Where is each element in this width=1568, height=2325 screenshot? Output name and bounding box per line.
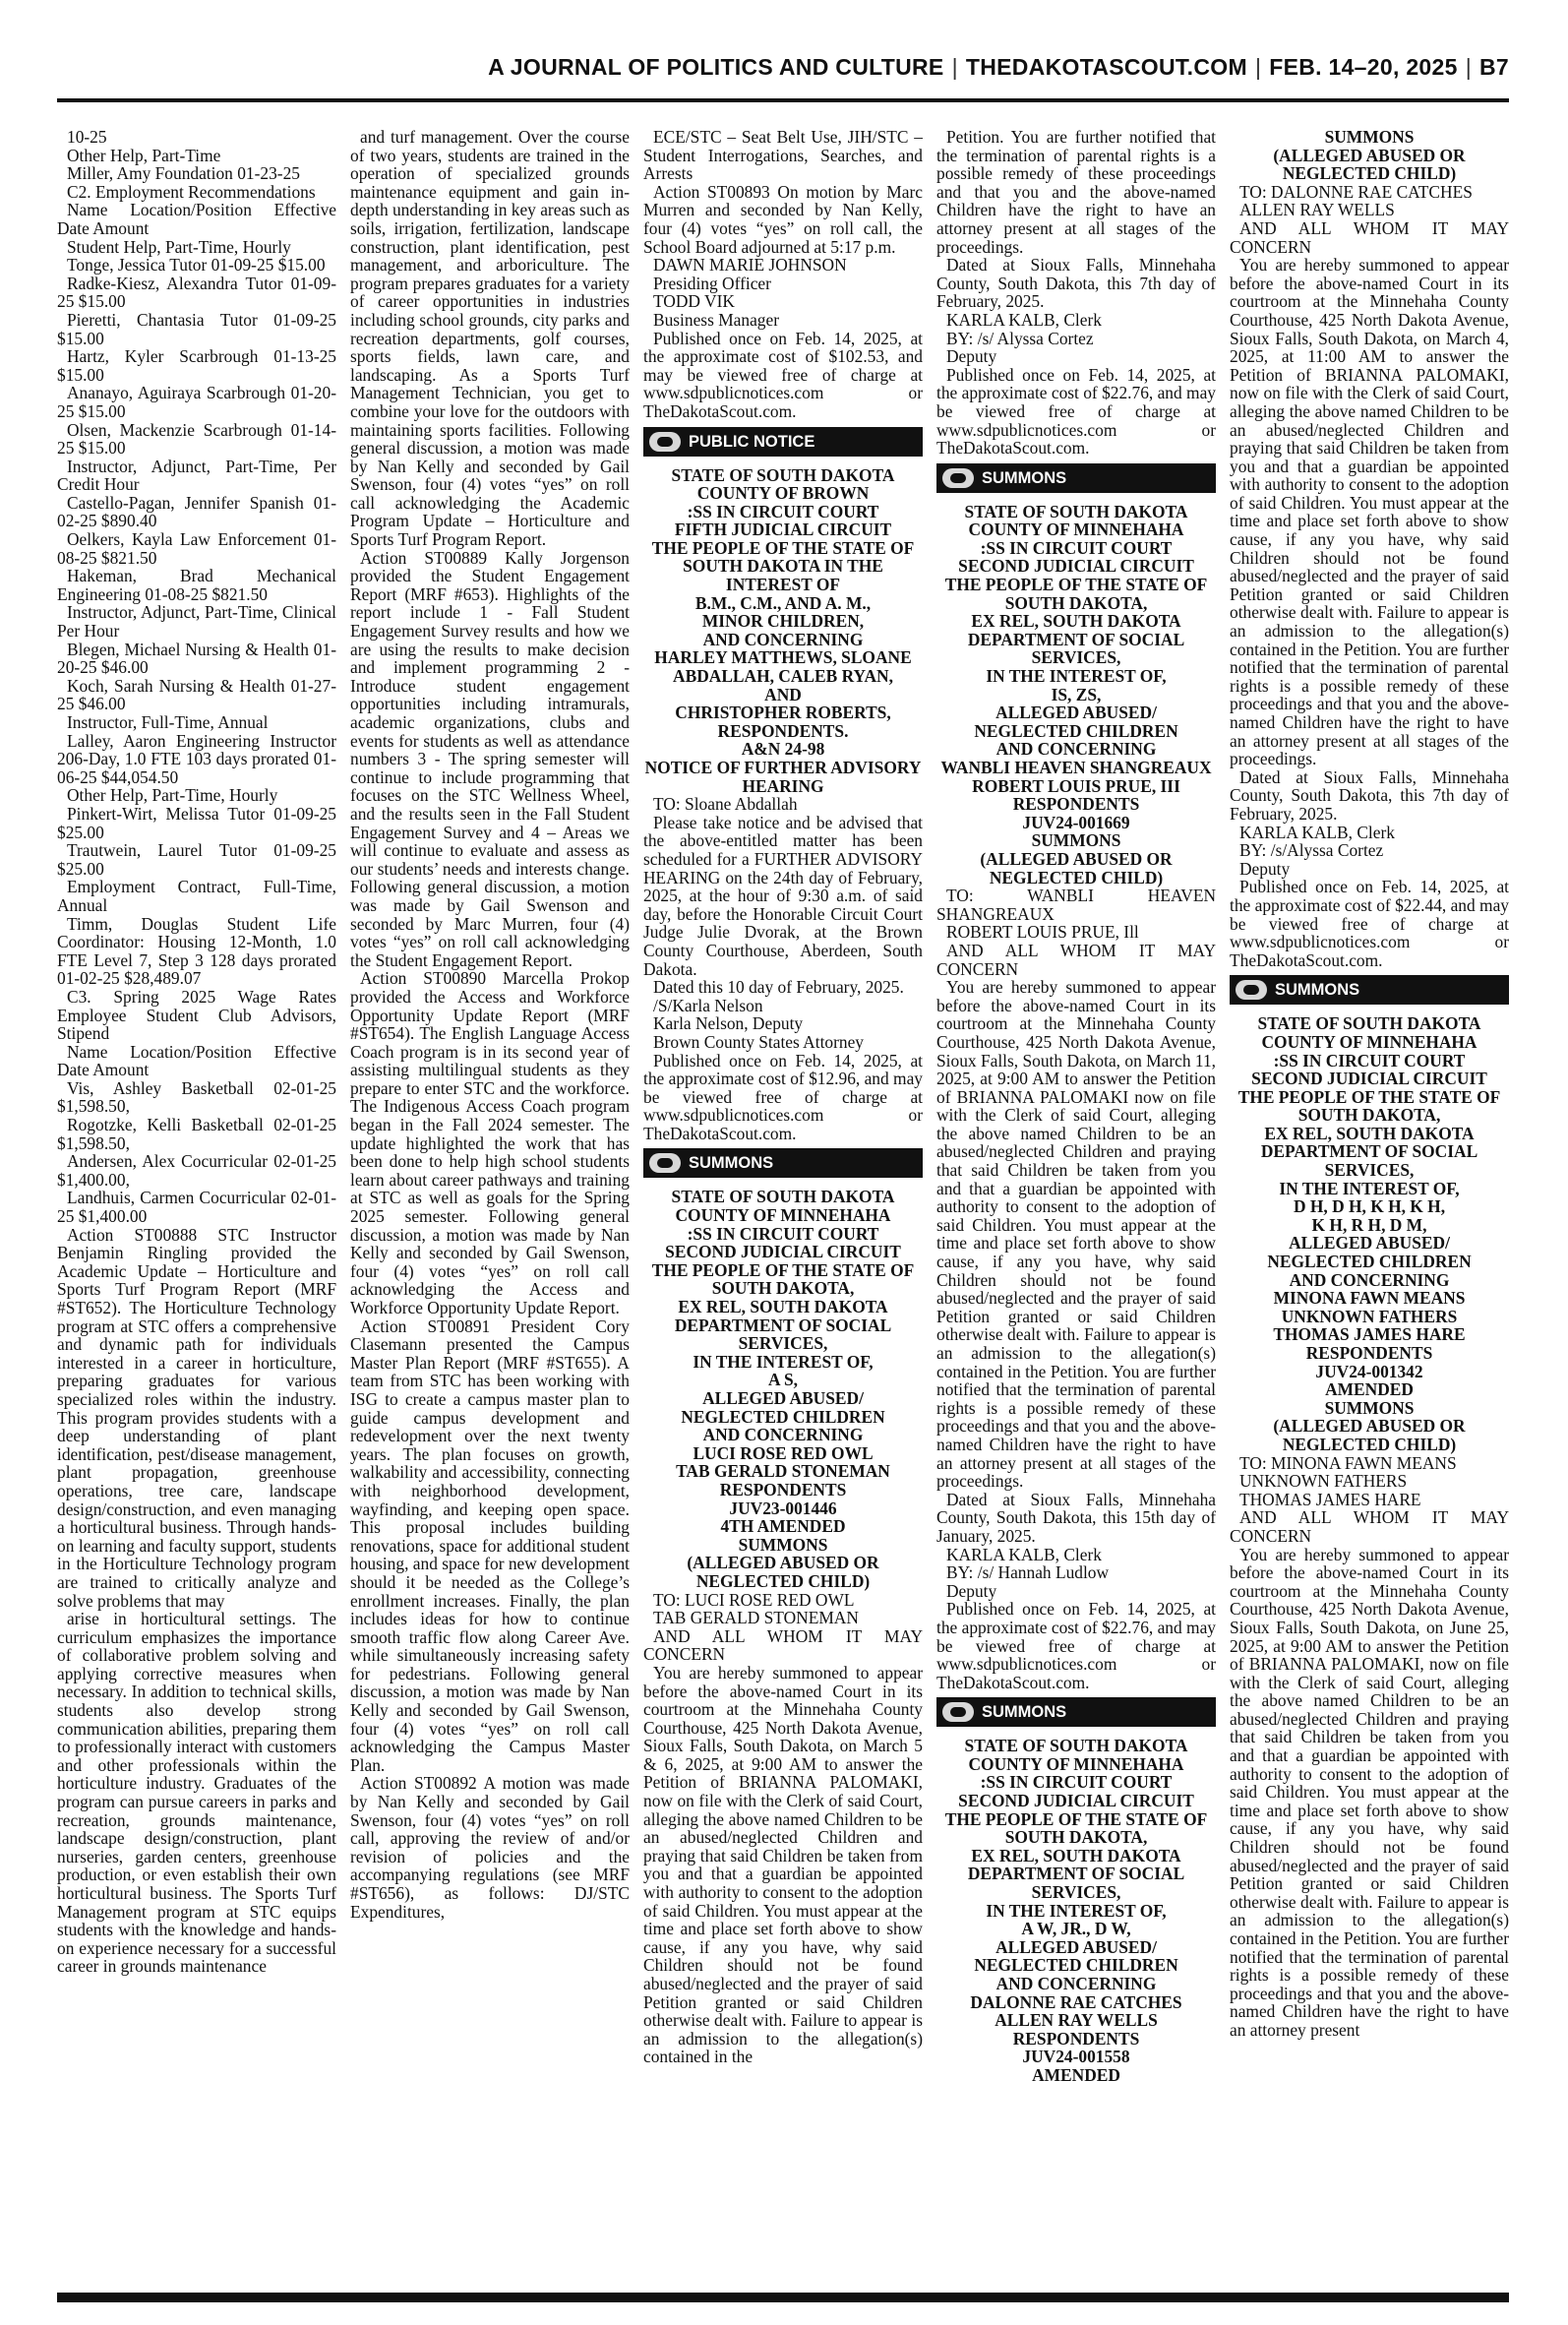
journal-tagline: A JOURNAL OF POLITICS AND CULTURE	[488, 54, 944, 80]
paragraph: KARLA KALB, Clerk	[946, 1544, 1102, 1564]
caption-line: EX REL, SOUTH DAKOTA DEPARTMENT OF SOCIAL SERVICES,	[967, 611, 1185, 668]
paragraph: Name Location/Position Effective Date Amount	[57, 200, 336, 238]
caption-line: ALLEN RAY WELLS	[995, 2010, 1158, 2031]
caption-line: :SS IN CIRCUIT COURT	[980, 537, 1173, 558]
paragraph: and turf management. Over the course of two years, students are trained in the operation of specialized grounds maintenance equipment and gain in-depth understanding in key areas such as soils, irrigation, fertilization, landscape construction, plant identification, pest management, and arboriculture. The program prepares graduates for a variety of career opportunities in industries including school grounds, city parks and recreation departments, golf courses, sports fields, lawn care, and landscaping. As a Sports Turf Management Technician, you get to combine your love for the outdoors with maintaining sports facilities. Following general discussion, a motion was made by Nan Kelly and seconded by Gail Swenson, four (4) votes “yes” on roll call acknowledging the Academic Program Update – Horticulture and Sports Turf Program Report.	[350, 128, 630, 550]
header-rule	[57, 98, 1509, 102]
caption-line: NOTICE OF FURTHER ADVISORY HEARING	[644, 758, 922, 796]
caption-line: SECOND JUDICIAL CIRCUIT	[958, 1791, 1194, 1811]
caption-line: RESPONDENTS.	[717, 720, 849, 741]
paragraph: Trautwein, Laurel Tutor 01-09-25 $25.00	[57, 840, 336, 879]
caption-line: NEGLECTED CHILDREN	[974, 1955, 1178, 1976]
caption-line: AND CONCERNING	[702, 1425, 864, 1445]
caption-line: :SS IN CIRCUIT COURT	[687, 501, 879, 521]
header-separator: |	[1465, 54, 1472, 80]
paragraph: Published once on Feb. 14, 2025, at the approximate cost of $22.76, and may be viewed free of charge at www.sdpublicnotices.com or TheDakotaScout.com.	[936, 364, 1216, 459]
paragraph: Other Help, Part-Time	[67, 145, 221, 165]
caption-line: SUMMONS	[738, 1534, 828, 1555]
caption-line: COUNTY OF MINNEHAHA	[1261, 1031, 1478, 1052]
caption-line: RESPONDENTS	[719, 1479, 847, 1499]
caption-line: :SS IN CIRCUIT COURT	[687, 1223, 879, 1244]
caption-line: MINOR CHILDREN,	[701, 611, 865, 632]
scout-logo-icon	[649, 432, 681, 452]
caption-line: COUNTY OF MINNEHAHA	[968, 1753, 1184, 1774]
caption-line: K H, R H, D M,	[1311, 1214, 1427, 1235]
paragraph: AND ALL WHOM IT MAY CONCERN	[643, 1625, 923, 1665]
caption-line: THE PEOPLE OF THE STATE OF SOUTH DAKOTA,	[944, 1808, 1208, 1848]
notice-header	[643, 1148, 923, 1178]
paragraph: Published once on Feb. 14, 2025, at the approximate cost of $22.76, and may be viewed free of charge at www.sdpublicnotices.com or TheDakotaScout.com.	[936, 1599, 1216, 1692]
paragraph: You are hereby summoned to appear before the above-named Court in its courtroom at the Minnehaha County Courthouse, 425 North Dakota Avenue, Sioux Falls, South Dakota, on March 11, 2025, at 9:00 AM to answer the Petition of BRIANNA PALOMAKI now on file with the Clerk of said Court, alleging the above named Children to be an abused/neglected Children and praying that said Children be taken from you and that a guardian be appointed with authority to consent to the adoption of said Children. You must appear at the time and place set forth above to show cause, if any you have, why said Children should not be found abused/neglected and the prayer of said Petition granted or said Children otherwise dealt with. Failure to appear is an admission to the allegation(s) contained in the Petition. You are further notified that the termination of parental rights is a possible remedy of these proceedings and that you and the above-named Children have the right to have an attorney present at all stages of the proceedings.	[936, 977, 1216, 1492]
paragraph: Radke-Kiesz, Alexandra Tutor 01-09-25 $15.00	[57, 273, 336, 312]
caption-line: JUV23-001446	[729, 1498, 837, 1518]
caption-line: JUV24-001558	[1022, 2047, 1130, 2067]
paragraph: UNKNOWN FATHERS	[1239, 1471, 1408, 1492]
caption-line: (ALLEGED ABUSED OR NEGLECTED CHILD)	[980, 848, 1173, 887]
paragraph: Petition. You are further notified that the termination of parental rights is a possible remedy of these proceedings and that you and the above-named Children have the right to have an attorney present at all stages of the proceedings.	[936, 128, 1216, 257]
caption-line: UNKNOWN FATHERS	[1281, 1306, 1458, 1326]
caption-line: 4TH AMENDED	[720, 1516, 846, 1537]
paragraph: You are hereby summoned to appear before the above-named Court in its courtroom at the Minnehaha County Courthouse, 425 North Dakota Avenue, Sioux Falls, South Dakota, on March 4, 2025, at 11:00 AM to answer the Petition of BRIANNA PALOMAKI, now on file with the Clerk of said Court, alleging the above named Children to be an abused/neglected Children and praying that said Children be taken from you and that a guardian be appointed with authority to consent to the adoption of said Children. You must appear at the time and place set forth above to show cause, if any you have, why said Children should not be found abused/neglected and the prayer of said Petition granted or said Children otherwise dealt with. Failure to appear is an admission to the allegation(s) contained in the Petition. You are further notified that the termination of parental rights is a possible remedy of these proceedings and that you and the above-named Children have the right to have an attorney present at all stages of the proceedings.	[1230, 255, 1509, 769]
paragraph: TO: LUCI ROSE RED OWL	[653, 1589, 855, 1610]
header-separator: |	[951, 54, 958, 80]
caption-line: JUV24-001342	[1315, 1361, 1423, 1381]
paragraph: Blegen, Michael Nursing & Health 01-20-25 $46.00	[57, 639, 336, 678]
paragraph: Deputy	[946, 1580, 997, 1601]
paragraph: Deputy	[946, 346, 997, 367]
caption-line: RESPONDENTS	[1012, 2028, 1140, 2049]
paragraph: Deputy	[1239, 858, 1291, 879]
paragraph: Koch, Sarah Nursing & Health 01-27-25 $46.00	[57, 675, 336, 714]
paragraph: Instructor, Full-Time, Annual	[67, 712, 269, 732]
paragraph: KARLA KALB, Clerk	[946, 309, 1102, 330]
paragraph: Miller, Amy Foundation 01-23-25	[67, 163, 300, 184]
paragraph: Instructor, Adjunct, Part-Time, Clinical Per Hour	[57, 602, 336, 642]
paragraph: Action ST00890 Marcella Prokop provided the Access and Workforce Opportunity Update Report (MRF #ST654). The English Language Access Coach program is in its second year of assisting multilingual students as they prepare to enter STC and the workforce. The Indigenous Access Coach program began in the Fall 2024 semester. The update highlighted the work that has been done to help high school students learn about career pathways and training at STC as well as goals for the Spring 2025 semester. Following general discussion, a motion was made by Nan Kelly and seconded by Gail Swenson, four (4) votes “yes” on roll call acknowledging the Access and Workforce Opportunity Update Report.	[350, 968, 630, 1317]
caption-line: ALLEGED ABUSED/	[995, 703, 1157, 723]
caption-line: STATE OF SOUTH DAKOTA	[671, 1187, 895, 1207]
paragraph: BY: /s/ Alyssa Cortez	[946, 328, 1094, 348]
caption-line: (ALLEGED ABUSED OR NEGLECTED CHILD)	[1273, 1416, 1466, 1454]
page-number: B7	[1478, 54, 1509, 80]
paragraph: Action ST00889 Kally Jorgenson provided the Student Engagement Report (MRF #653). Highlights of the report include 1 - Fall Student Engagement Survey results and how we are using the results to make decision and implement programming 2 - Introduce student engagement opportunities including intramurals, academic organizations, clubs and events for students as well as attendance numbers 3 - The spring semester will continue to include programming that focuses on the STC Wellness Wheel, and the results seen in the Fall Student Engagement Survey and 4 – Areas we will continue to evaluate and assess as our students’ needs and interests change. Following general discussion, a motion was made by Gail Swenson and seconded by Marc Murren, four (4) votes “yes” on roll call acknowledging the Student Engagement Report.	[350, 547, 630, 970]
caption-line: (ALLEGED ABUSED OR NEGLECTED CHILD)	[687, 1553, 879, 1591]
caption-line: EX REL, SOUTH DAKOTA DEPARTMENT OF SOCIAL SERVICES,	[1260, 1123, 1478, 1181]
paragraph: AND ALL WHOM IT MAY CONCERN	[1230, 217, 1509, 257]
caption-line: SECOND JUDICIAL CIRCUIT	[1251, 1069, 1487, 1089]
caption-line: ALLEGED ABUSED/	[702, 1388, 864, 1408]
paragraph: Presiding Officer	[653, 273, 771, 293]
paragraph: Andersen, Alex Cocurricular 02-01-25 $1,400.00,	[57, 1151, 336, 1190]
caption-line: DALONNE RAE CATCHES	[970, 1991, 1182, 2012]
caption-line: LUCI ROSE RED OWL	[693, 1442, 874, 1463]
paragraph: Business Manager	[653, 309, 779, 330]
caption-line: AND	[764, 684, 802, 704]
scout-logo-icon	[942, 1702, 974, 1722]
notice-header-label: SUMMONS	[982, 1703, 1067, 1722]
paragraph: Dated at Sioux Falls, Minnehaha County, South Dakota, this 7th day of February, 2025.	[936, 255, 1216, 312]
caption-line: EX REL, SOUTH DAKOTA DEPARTMENT OF SOCIAL SERVICES,	[674, 1297, 892, 1354]
caption-line: ROBERT LOUIS PRUE, III	[972, 775, 1180, 796]
caption-line: IN THE INTEREST OF,	[986, 666, 1167, 687]
paragraph: Ananayo, Aguiraya Scarbrough 01-20-25 $15.00	[57, 383, 336, 421]
paragraph: TAB GERALD STONEMAN	[653, 1608, 859, 1628]
caption-line: D H, D H, K H, K H,	[1293, 1196, 1446, 1217]
paragraph: Action ST00892 A motion was made by Nan Kelly and seconded by Gail Swenson, four (4) votes “yes” on roll call, approving the review of and/or revision of policies and the accompanying regulations (see MRF #ST656), as follows: DJ/STC Expenditures,	[350, 1773, 630, 1922]
caption-line: STATE OF SOUTH DAKOTA	[964, 501, 1188, 521]
caption-line: MINONA FAWN MEANS	[1273, 1288, 1466, 1309]
paragraph: Dated this 10 day of February, 2025.	[653, 977, 904, 998]
caption-line: A W, JR., D W,	[1021, 1919, 1131, 1939]
caption-line: NEGLECTED CHILDREN	[1267, 1252, 1472, 1272]
caption-line: THE PEOPLE OF THE STATE OF SOUTH DAKOTA,	[944, 575, 1208, 613]
caption-line: STATE OF SOUTH DAKOTA	[1257, 1013, 1481, 1034]
paragraph: Castello-Pagan, Jennifer Spanish 01-02-25 $890.40	[57, 492, 336, 531]
paragraph: TODD VIK	[653, 291, 735, 312]
paragraph: Rogotzke, Kelli Basketball 02-01-25 $1,598.50,	[57, 1115, 336, 1153]
paragraph: ALLEN RAY WELLS	[1239, 200, 1395, 220]
paragraph: Action ST00893 On motion by Marc Murren and seconded by Nan Kelly, four (4) votes “yes” on roll call, the School Board adjourned at 5:17 p.m.	[643, 181, 923, 257]
caption-line: IN THE INTEREST OF,	[693, 1351, 874, 1372]
paragraph: Please take notice and be advised that the above-entitled matter has been scheduled for a FURTHER ADVISORY HEARING on the 24th day of February, 2025, at the hour of 9:30 a.m. of said day, before the Honorable Circuit Court Judge Julie Dvorak, at the Brown County Courthouse, Aberdeen, South Dakota.	[643, 812, 923, 979]
paragraph: arise in horticultural settings. The curriculum emphasizes the importance of collaborative problem solving and applying corrective measures when necessary. In addition to technical skills, students also develop strong communication abilities, preparing them to professionally interact with customers and other professionals within the horticulture industry. Graduates of the program can pursue careers in parks and recreation, grounds maintenance, landscape design/construction, plant nurseries, garden centers, greenhouse production, or even establish their own horticultural business. The Sports Turf Management program at STC equips students with the knowledge and hands-on experience necessary for a successful career in grounds maintenance	[57, 1609, 336, 1977]
paragraph: Student Help, Part-Time, Hourly	[67, 236, 291, 257]
caption-line: EX REL, SOUTH DAKOTA DEPARTMENT OF SOCIAL SERVICES,	[967, 1845, 1185, 1903]
paragraph: Published once on Feb. 14, 2025, at the approximate cost of $12.96, and may be viewed free of charge at www.sdpublicnotices.com or TheDakotaScout.com.	[643, 1050, 923, 1143]
paragraph: TO: WANBLI HEAVEN SHANGREAUX	[936, 886, 1216, 924]
paragraph: Pieretti, Chantasia Tutor 01-09-25 $15.00	[57, 309, 336, 348]
notice-header	[936, 463, 1216, 493]
caption-line: SUMMONS	[1324, 1397, 1415, 1418]
paragraph: Oelkers, Kayla Law Enforcement 01-08-25 $821.50	[57, 529, 336, 568]
paragraph: ROBERT LOUIS PRUE, Ill	[946, 922, 1139, 943]
caption-line: STATE OF SOUTH DAKOTA	[964, 1736, 1188, 1756]
notice-header-label: SUMMONS	[689, 1154, 774, 1173]
paragraph: Published once on Feb. 14, 2025, at the approximate cost of $102.53, and may be viewed free of charge at www.sdpublicnotices.com or TheDakotaScout.com.	[643, 328, 923, 421]
caption-line: :SS IN CIRCUIT COURT	[1273, 1050, 1466, 1071]
notice-header-label: PUBLIC NOTICE	[689, 432, 815, 451]
paragraph: You are hereby summoned to appear before the above-named Court in its courtroom at the Minnehaha County Courthouse, 425 North Dakota Avenue, Sioux Falls, South Dakota, on March 5 & 6, 2025, at 9:00 AM to answer the Petition of BRIANNA PALOMAKI, now on file with the Clerk of said Court, alleging the above named Children to be an abused/neglected Children and praying that said Children be taken from you and that a guardian be appointed with authority to consent to the adoption of said Children. You must appear at the time and place set forth above to show cause, if any you have, why said Children should not be found abused/neglected and the prayer of said Petition granted or said Children otherwise dealt with. Failure to appear is an admission to the allegation(s) contained in the	[643, 1662, 923, 2067]
paragraph: Dated at Sioux Falls, Minnehaha County, South Dakota, this 15th day of January, 2025.	[936, 1489, 1216, 1546]
paragraph: Timm, Douglas Student Life Coordinator: Housing 12-Month, 1.0 FTE Level 7, Step 3 128 days prorated 01-02-25 $28,489.07	[57, 913, 336, 989]
caption-line: COUNTY OF BROWN	[696, 483, 870, 504]
caption-line: A&N 24-98	[741, 739, 825, 760]
paragraph: Pinkert-Wirt, Melissa Tutor 01-09-25 $25.00	[57, 803, 336, 842]
paragraph: C3. Spring 2025 Wage Rates Employee Student Club Advisors, Stipend	[57, 986, 336, 1044]
caption-line: AMENDED	[1032, 2064, 1120, 2085]
paragraph: KARLA KALB, Clerk	[1239, 822, 1395, 842]
caption-line: NEGLECTED CHILDREN	[681, 1406, 885, 1427]
caption-line: NEGLECTED CHILDREN	[974, 720, 1178, 741]
issue-dates: FEB. 14–20, 2025	[1269, 54, 1458, 80]
paragraph: Hartz, Kyler Scarbrough 01-13-25 $15.00	[57, 346, 336, 385]
column-5	[1230, 128, 1509, 2285]
footer-rule	[57, 2293, 1509, 2302]
caption-line: WANBLI HEAVEN SHANGREAUX	[940, 758, 1212, 777]
caption-line: AND CONCERNING	[702, 629, 864, 649]
paragraph: ECE/STC – Seat Belt Use, JIH/STC – Student Interrogations, Searches, and Arrests	[643, 128, 923, 184]
paragraph: C2. Employment Recommendations	[67, 181, 316, 202]
paragraph: /S/Karla Nelson	[653, 995, 763, 1015]
paragraph: DAWN MARIE JOHNSON	[653, 255, 847, 275]
notice-header	[1230, 975, 1509, 1005]
column-1	[57, 128, 336, 2285]
paragraph: Action ST00888 STC Instructor Benjamin Ringling provided the Academic Update – Horticulture and Sports Turf Program Report (MRF #ST652). The Horticulture Technology program at STC offers a comprehensive and dynamic path for individuals interested in a career in horticulture, preparing graduates for various specialized roles within the industry. This program provides students with a deep understanding of plant identification, pest/disease management, plant propagation, greenhouse operations, tree care, landscape design/construction, and even managing a horticultural business. Through hands-on learning and faculty support, students in the Horticulture Technology program are trained to critically analyze and solve problems that may	[57, 1224, 336, 1611]
caption-line: IN THE INTEREST OF,	[1279, 1178, 1460, 1198]
caption-line: RESPONDENTS	[1305, 1343, 1433, 1363]
caption-line: B.M., C.M., AND A. M.,	[694, 592, 872, 613]
caption-line: HARLEY MATTHEWS, SLOANE	[654, 647, 912, 668]
caption-line: (ALLEGED ABUSED OR NEGLECTED CHILD)	[1273, 145, 1466, 184]
paragraph: Karla Nelson, Deputy	[653, 1013, 804, 1034]
scout-logo-icon	[649, 1153, 681, 1173]
paragraph: TO: Sloane Abdallah	[653, 794, 798, 815]
paragraph: TO: MINONA FAWN MEANS	[1239, 1452, 1457, 1473]
caption-line: SECOND JUDICIAL CIRCUIT	[665, 1242, 901, 1262]
column-3	[643, 128, 923, 2285]
paragraph: BY: /s/Alyssa Cortez	[1239, 840, 1384, 861]
paragraph: You are hereby summoned to appear before the above-named Court in its courtroom at the Minnehaha County Courthouse, 425 North Dakota Avenue, Sioux Falls, South Dakota, on June 25, 2025, at 9:00 AM to answer the Petition of BRIANNA PALOMAKI, now on file with the Clerk of said Court, alleging the above named Children to be an abused/neglected Children and praying that said Children be taken from you and that a guardian be appointed with authority to consent to the adoption of said Children. You must appear at the time and place set forth above to show cause, if any you have, why said Children should not be found abused/neglected and the prayer of said Petition granted or said Children otherwise dealt with. Failure to appear is an admission to the allegation(s) contained in the Petition. You are further notified that the termination of parental rights is a possible remedy of these proceedings and that you and the above-named Children have the right to have an attorney present	[1230, 1544, 1509, 2040]
caption-line: TAB GERALD STONEMAN	[676, 1461, 890, 1482]
paragraph: Lalley, Aaron Engineering Instructor 206-Day, 1.0 FTE 103 days prorated 01-06-25 $44,054.50	[57, 730, 336, 787]
caption-line: AND CONCERNING	[995, 739, 1157, 760]
notice-header	[643, 427, 923, 457]
paragraph: Published once on Feb. 14, 2025, at the approximate cost of $22.44, and may be viewed free of charge at www.sdpublicnotices.com or TheDakotaScout.com.	[1230, 877, 1509, 970]
site-name: THEDAKOTASCOUT.COM	[965, 54, 1247, 80]
paragraph: 10-25	[67, 128, 107, 147]
caption-line: COUNTY OF MINNEHAHA	[675, 1205, 891, 1226]
caption-line: SECOND JUDICIAL CIRCUIT	[958, 556, 1194, 577]
paragraph: Hakeman, Brad Mechanical Engineering 01-08-25 $821.50	[57, 566, 336, 604]
paragraph: Employment Contract, Full-Time, Annual	[57, 877, 336, 915]
paragraph: Other Help, Part-Time, Hourly	[67, 785, 278, 806]
paragraph: Instructor, Adjunct, Part-Time, Per Credit Hour	[57, 456, 336, 495]
caption-line: SUMMONS	[1324, 128, 1415, 147]
caption-line: STATE OF SOUTH DAKOTA	[671, 464, 895, 485]
columns	[57, 128, 1509, 2285]
paragraph: Landhuis, Carmen Cocurricular 02-01-25 $1,400.00	[57, 1188, 336, 1227]
paragraph: Dated at Sioux Falls, Minnehaha County, South Dakota, this 7th day of February, 2025.	[1230, 766, 1509, 824]
caption-line: ALLEGED ABUSED/	[1289, 1233, 1450, 1254]
caption-line: IS, ZS,	[1051, 684, 1102, 704]
paragraph: Name Location/Position Effective Date Amount	[57, 1041, 336, 1080]
caption-line: :SS IN CIRCUIT COURT	[980, 1772, 1173, 1793]
caption-line: THE PEOPLE OF THE STATE OF SOUTH DAKOTA IN THE INTEREST OF	[651, 537, 915, 595]
scout-logo-icon	[1236, 980, 1267, 1000]
notice-header-label: SUMMONS	[1275, 981, 1360, 1000]
paragraph: TO: DALONNE RAE CATCHES	[1239, 181, 1473, 202]
paragraph: AND ALL WHOM IT MAY CONCERN	[936, 940, 1216, 979]
page-header	[57, 47, 1509, 87]
caption-line: COUNTY OF MINNEHAHA	[968, 520, 1184, 540]
paragraph: Vis, Ashley Basketball 02-01-25 $1,598.50,	[57, 1077, 336, 1117]
header-separator: |	[1254, 54, 1262, 80]
caption-line: AMENDED	[1325, 1379, 1414, 1400]
paragraph: BY: /s/ Hannah Ludlow	[946, 1562, 1110, 1583]
paragraph: Brown County States Attorney	[653, 1031, 864, 1052]
caption-line: IN THE INTEREST OF,	[986, 1900, 1167, 1921]
paragraph: Tonge, Jessica Tutor 01-09-25 $15.00	[67, 255, 326, 275]
notice-header	[936, 1697, 1216, 1727]
caption-line: THOMAS JAMES HARE	[1273, 1324, 1466, 1345]
scout-logo-icon	[942, 468, 974, 488]
caption-line: JUV24-001669	[1022, 812, 1130, 832]
caption-line: AND CONCERNING	[995, 1974, 1157, 1993]
caption-line: AND CONCERNING	[1289, 1269, 1450, 1290]
column-2	[350, 128, 630, 2285]
column-4	[936, 128, 1216, 2285]
paragraph: Action ST00891 President Cory Clasemann presented the Campus Master Plan Report (MRF #ST655). A team from STC has been working with ISG to create a campus master plan to guide campus development and redevelopment over the next twenty years. The plan focuses on growth, walkability and accessibility, connecting with neighborhood development, wayfinding, and keeping open space. This proposal includes building renovations, space for additional student housing, and space for new development should it be needed as the College’s enrollment increases. Finally, the plan includes ideas for how to continue smooth traffic flow along Career Ave. while simultaneously increasing safety for pedestrians. Following general discussion, a motion was made by Nan Kelly and seconded by Gail Swenson, four (4) votes “yes” on roll call acknowledging the Campus Master Plan.	[350, 1315, 630, 1775]
paragraph: AND ALL WHOM IT MAY CONCERN	[1230, 1507, 1509, 1546]
paragraph: Olsen, Mackenzie Scarbrough 01-14-25 $15.00	[57, 419, 336, 459]
caption-line: ALLEGED ABUSED/	[995, 1936, 1157, 1957]
caption-line: THE PEOPLE OF THE STATE OF SOUTH DAKOTA,	[1237, 1086, 1501, 1126]
notice-header-label: SUMMONS	[982, 468, 1067, 487]
caption-line: THE PEOPLE OF THE STATE OF SOUTH DAKOTA,	[651, 1259, 915, 1299]
caption-line: A S,	[768, 1370, 798, 1390]
caption-line: CHRISTOPHER ROBERTS,	[675, 703, 891, 723]
caption-line: FIFTH JUDICIAL CIRCUIT	[674, 520, 892, 540]
paragraph: THOMAS JAMES HARE	[1239, 1489, 1421, 1509]
caption-line: SUMMONS	[1031, 830, 1121, 851]
caption-line: RESPONDENTS	[1012, 794, 1140, 815]
caption-line: ABDALLAH, CALEB RYAN,	[673, 666, 893, 687]
